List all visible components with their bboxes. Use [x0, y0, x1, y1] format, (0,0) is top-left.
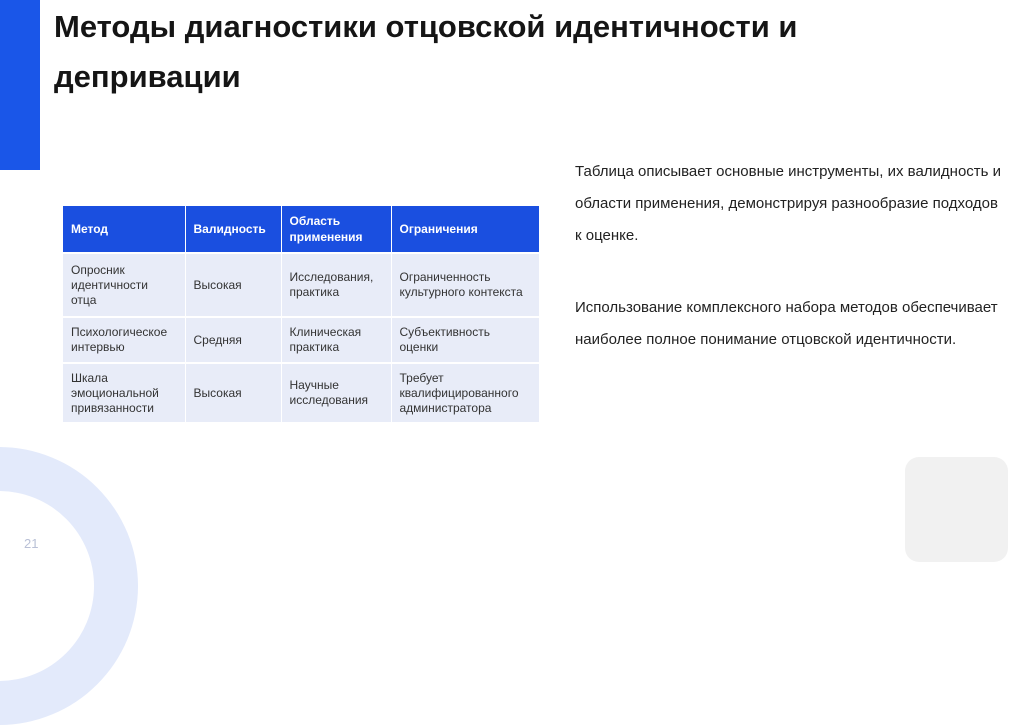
- column-header-limitations: Ограничения: [391, 206, 539, 253]
- table-cell: Средняя: [185, 317, 281, 363]
- slide-title: Методы диагностики отцовской идентичности и депривации: [54, 9, 798, 94]
- description-paragraph: Таблица описывает основные инструменты, их валидность и области применения, демонстрируя разнообразие подходов к оценке.: [575, 163, 1002, 244]
- table-row: [63, 363, 539, 422]
- conclusion-paragraph: Использование комплексного набора методов обеспечивает наиболее полное понимание отцовской идентичности.: [575, 299, 998, 348]
- methods-table-container: [63, 206, 539, 422]
- page-number: 21: [24, 536, 39, 551]
- table-cell: Опросник идентичности отца: [63, 253, 185, 317]
- decorative-card: [905, 457, 1008, 562]
- accent-bar: [0, 0, 40, 170]
- table-cell: Исследования, практика: [281, 253, 391, 317]
- column-header-validity: Валидность: [185, 206, 281, 253]
- table-cell: Требует квалифицированного администратора: [391, 363, 539, 422]
- table-cell: Высокая: [185, 363, 281, 422]
- table-header-row: [63, 206, 539, 253]
- column-header-application: Область применения: [281, 206, 391, 253]
- table-cell: Психологическое интервью: [63, 317, 185, 363]
- table-row: [63, 317, 539, 363]
- table-cell: Научные исследования: [281, 363, 391, 422]
- table-cell: Высокая: [185, 253, 281, 317]
- table-cell: Клиническая практика: [281, 317, 391, 363]
- table-cell: Ограниченность культурного контекста: [391, 253, 539, 317]
- table-row: [63, 253, 539, 317]
- table-cell: Шкала эмоциональной привязанности: [63, 363, 185, 422]
- table-cell: Субъективность оценки: [391, 317, 539, 363]
- methods-table: [63, 206, 539, 422]
- column-header-method: Метод: [63, 206, 185, 253]
